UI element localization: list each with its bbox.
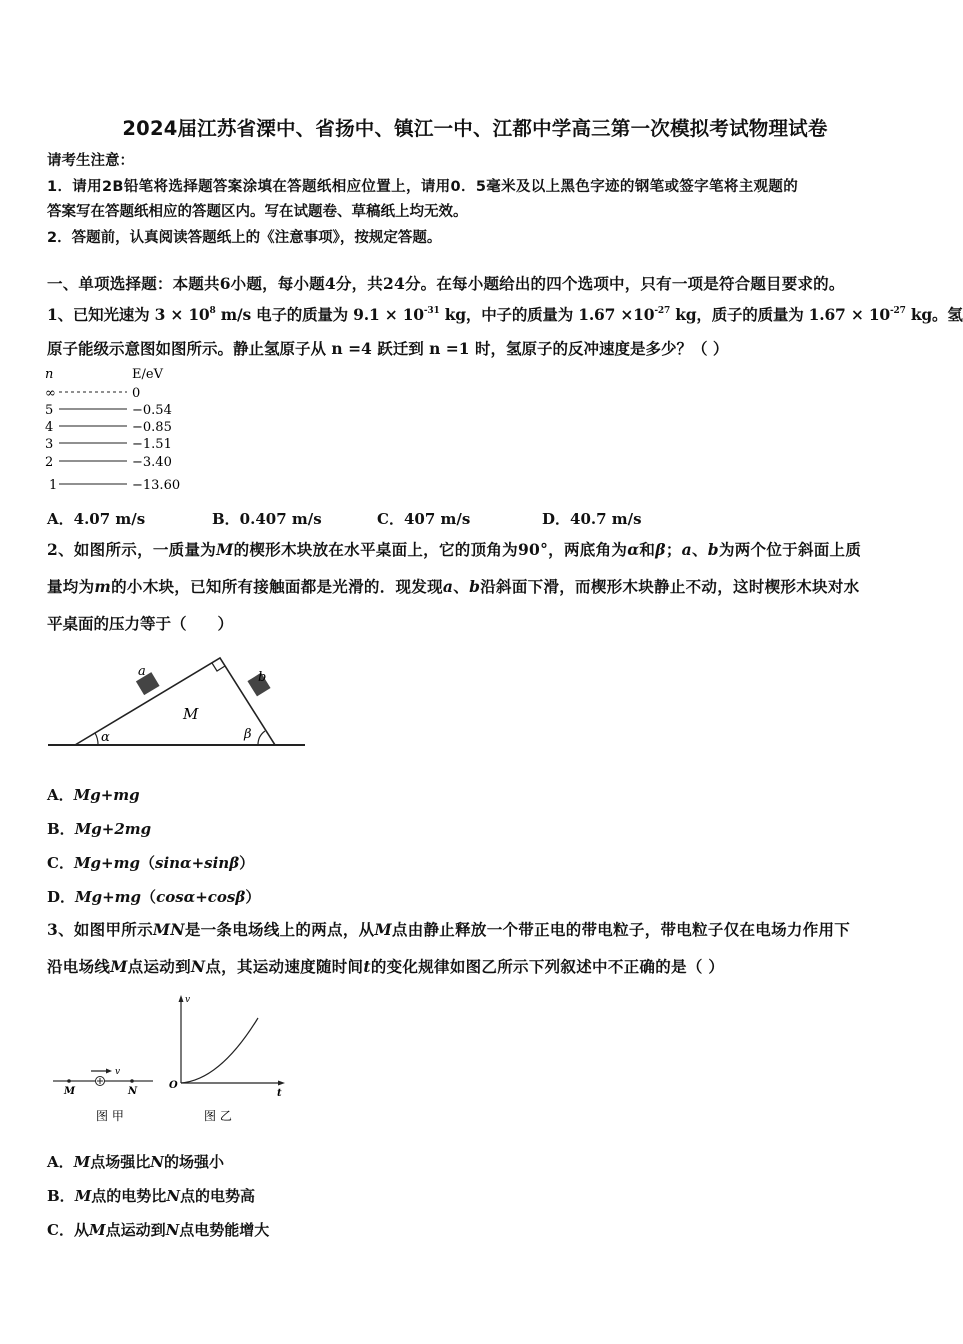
text-segment: kg。氢 — [905, 305, 963, 324]
q1-option-a[interactable]: A．4.07 m/s — [47, 510, 146, 528]
italic-symbol: cosα+cosβ — [156, 888, 246, 906]
text-segment: 点由静止释放一个带正电的带电粒子，带电粒子仅在电场力作用下 — [391, 920, 851, 939]
level-n: 2 — [45, 455, 54, 470]
italic-symbol: N — [166, 1187, 181, 1205]
energy-level — [45, 420, 172, 435]
axis-t-label: t — [277, 1088, 282, 1099]
text-segment: 点运动到 — [127, 957, 191, 976]
q2-option-d[interactable] — [47, 886, 260, 907]
energy-level — [45, 455, 172, 470]
label-beta: β — [244, 727, 252, 742]
label-m: M — [183, 705, 199, 723]
text-segment: 沿电场线 — [47, 957, 111, 976]
italic-symbol: M — [74, 1187, 92, 1205]
q3-option-a[interactable] — [47, 1151, 224, 1172]
text-segment: 的场强小 — [163, 1153, 224, 1171]
italic-symbol: Mg+mg — [73, 786, 140, 804]
italic-symbol: N — [150, 1153, 164, 1171]
italic-symbol: N — [165, 1221, 180, 1239]
energy-level — [45, 386, 140, 401]
energy-level — [45, 403, 172, 418]
text-segment: 2、如图所示，一质量为 — [47, 540, 217, 559]
level-energy: −13.60 — [132, 478, 181, 493]
q2-line-1 — [47, 540, 861, 560]
caption-a: 图 甲 — [96, 1109, 124, 1123]
text-segment: ） — [239, 854, 255, 872]
q1-option-b[interactable]: B．0.407 m/s — [212, 510, 322, 528]
text-segment: 、 — [691, 540, 708, 559]
section-heading: 一、单项选择题：本题共6小题，每小题4分，共24分。在每小题给出的四个选项中，只有一项是符合题目要求的。 — [47, 274, 845, 293]
q3-option-c[interactable] — [47, 1219, 269, 1240]
q1-option-d[interactable]: D．40.7 m/s — [542, 510, 642, 528]
q2-option-b[interactable] — [47, 818, 151, 839]
superscript: -27 — [890, 306, 906, 316]
text-segment: 点场强比 — [90, 1153, 151, 1171]
text-segment: 点运动到 — [105, 1221, 166, 1239]
italic-symbol: Mg+mg — [73, 854, 140, 872]
italic-symbol: Mg+mg — [75, 888, 142, 906]
superscript: -27 — [654, 306, 671, 316]
q1-option-c[interactable]: C．407 m/s — [377, 510, 471, 528]
text-segment: 点电势能增大 — [179, 1221, 270, 1239]
energy-level — [45, 437, 172, 452]
text-segment: 的楔形木块放在水平桌面上，它的顶角为90°，两底角为 — [233, 540, 628, 559]
level-energy: −3.40 — [132, 455, 172, 470]
page-title: 2024届江苏省溧中、省扬中、镇江一中、江都中学高三第一次模拟考试物理试卷 — [122, 117, 828, 140]
q3-line-1 — [47, 920, 850, 940]
text-segment: kg，中子的质量为 1.67 ×10 — [439, 305, 655, 324]
q1-line-1 — [47, 301, 963, 325]
energy-level — [49, 478, 180, 493]
italic-symbol: a — [681, 540, 692, 559]
figure-b — [169, 995, 285, 1123]
axis-v-label: v — [185, 995, 191, 1005]
italic-symbol: M — [88, 1221, 106, 1239]
q2-line-2 — [47, 577, 859, 597]
text-segment: 点的电势高 — [180, 1187, 256, 1205]
energy-level-diagram — [40, 365, 240, 501]
italic-symbol: b — [707, 540, 719, 559]
text-segment: ； — [665, 540, 682, 559]
text-segment: m/s 电子的质量为 9.1 × 10 — [215, 305, 424, 324]
italic-symbol: Mg+2mg — [74, 820, 152, 838]
text-segment: B． — [47, 820, 75, 838]
q2-line-3 — [47, 614, 233, 634]
text-segment: 平桌面的压力等于（ ） — [47, 614, 234, 633]
text-segment: （ — [141, 888, 157, 906]
italic-symbol: M — [374, 920, 392, 939]
text-segment: 点的电势比 — [91, 1187, 167, 1205]
q1-line-2 — [47, 339, 728, 359]
label-alpha: α — [101, 730, 110, 745]
text-segment: 是一条电场线上的两点，从 — [184, 920, 375, 939]
point-n-label: N — [128, 1086, 138, 1097]
text-segment: C． — [47, 854, 74, 872]
level-n: 5 — [45, 403, 54, 418]
label-a: a — [138, 664, 146, 679]
q3-option-b[interactable] — [47, 1185, 255, 1206]
text-segment: 沿斜面下滑，而楔形木块静止不动，这时楔形木块对水 — [480, 577, 860, 596]
italic-symbol: t — [363, 957, 371, 976]
q2-option-c[interactable] — [47, 852, 254, 873]
wedge-figure — [40, 645, 310, 755]
point-m-label: M — [64, 1086, 76, 1097]
notes-line-3: 2．答题前，认真阅读答题纸上的《注意事项》，按规定答题。 — [47, 230, 442, 246]
origin-label: O — [169, 1080, 178, 1091]
italic-symbol: b — [469, 577, 481, 596]
label-b: b — [258, 670, 267, 685]
text-segment: A． — [47, 786, 74, 804]
text-segment: 3、如图甲所示 — [47, 920, 153, 939]
italic-symbol: α — [627, 540, 640, 559]
q3-line-2 — [47, 957, 724, 977]
level-energy: 0 — [132, 386, 141, 401]
text-segment: 的变化规律如图乙所示下列叙述中不正确的是（ ） — [370, 957, 725, 976]
text-segment: （ — [139, 854, 155, 872]
text-segment: 量均为 — [47, 577, 95, 596]
level-n: 3 — [45, 437, 54, 452]
notes-line-1: 1．请用2B铅笔将选择题答案涂填在答题纸相应位置上，请用0．5毫米及以上黑色字迹的钢笔或签字笔将主观题的 — [47, 179, 799, 195]
caption-b: 图 乙 — [204, 1109, 232, 1123]
italic-symbol: M — [73, 1153, 91, 1171]
text-segment: 的小木块，已知所有接触面都是光滑的．现发现 — [111, 577, 443, 596]
text-segment: kg，质子的质量为 1.67 × 10 — [670, 305, 890, 324]
italic-symbol: sinα+sinβ — [155, 854, 240, 872]
text-segment: 1、已知光速为 3 × 10 — [47, 305, 210, 324]
level-energy: −0.54 — [132, 403, 172, 418]
level-energy: −0.85 — [132, 420, 172, 435]
text-segment: 、 — [453, 577, 470, 596]
italic-symbol: β — [655, 540, 666, 559]
italic-symbol: N — [190, 957, 206, 976]
text-segment: 原子能级示意图如图所示。静止氢原子从 n =4 跃迁到 n =1 时，氢原子的反冲速度是多少？（ ） — [47, 339, 729, 358]
text-segment: A． — [47, 1153, 74, 1171]
level-energy: −1.51 — [132, 437, 172, 452]
level-n: 1 — [49, 478, 58, 493]
text-segment: C．从 — [47, 1221, 89, 1239]
level-n: 4 — [45, 420, 54, 435]
level-n: ∞ — [45, 386, 56, 401]
italic-symbol: a — [442, 577, 454, 596]
italic-symbol: MN — [152, 920, 185, 939]
text-segment: 点，其运动速度随时间 — [205, 957, 364, 976]
notes-heading: 请考生注意： — [47, 153, 134, 169]
italic-symbol: M — [110, 957, 128, 976]
notes-line-2: 答案写在答题纸相应的答题区内。写在试题卷、草稿纸上均无效。 — [47, 204, 468, 220]
text-segment: 为两个位于斜面上质 — [718, 540, 862, 559]
italic-symbol: M — [216, 540, 234, 559]
text-segment: B． — [47, 1187, 75, 1205]
q2-option-a[interactable] — [47, 784, 140, 805]
figure-a — [53, 1067, 153, 1123]
superscript: 8 — [209, 306, 216, 316]
n-axis-label: n — [45, 367, 54, 382]
italic-symbol: m — [94, 577, 112, 596]
text-segment: D． — [47, 888, 76, 906]
superscript: -31 — [423, 306, 440, 316]
field-line-figures — [40, 990, 300, 1130]
text-segment: ） — [245, 888, 261, 906]
text-segment: 和 — [639, 540, 656, 559]
energy-axis-label: E/eV — [132, 367, 163, 382]
velocity-label: v — [115, 1067, 121, 1077]
